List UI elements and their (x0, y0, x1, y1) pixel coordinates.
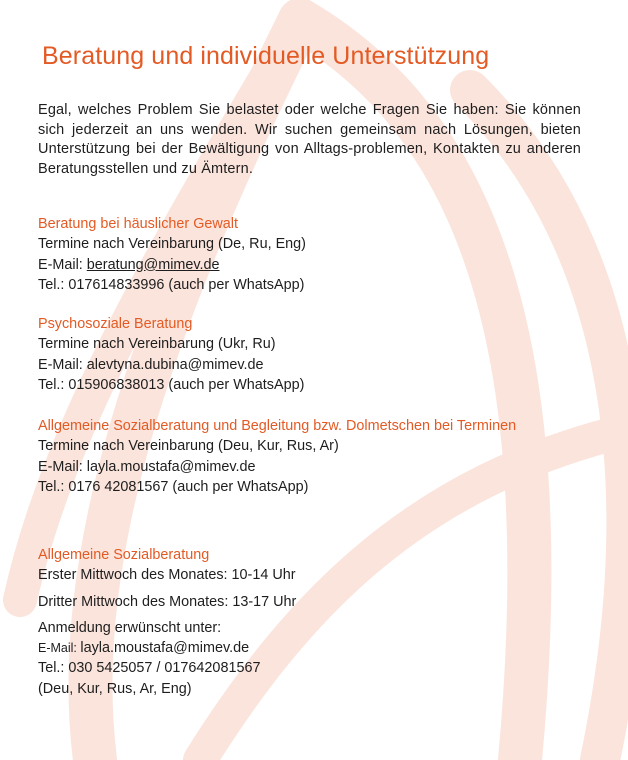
section-general-social-counseling (38, 545, 582, 699)
schedule-third-wednesday: Dritter Mittwoch des Monates: 13-17 Uhr (38, 593, 297, 610)
section-social-counseling-interpreting (38, 416, 582, 497)
email-label: E-Mail: (38, 356, 87, 373)
email-address[interactable]: alevtyna.dubina@mimev.de (86, 356, 264, 373)
email-address[interactable]: layla.moustafa@mimev.de (86, 458, 256, 475)
intro-paragraph: Egal, welches Problem Sie belastet oder welche Fragen Sie haben: Sie können sich jederzeit an uns wenden. Wir suchen gemeinsam nach Lösungen, bieten Unterstützung bei der Bewältigung von Alltags-problemen, Kontakten zu anderen Beratungsstellen und zu Ämtern. (38, 102, 581, 177)
section-heading: Beratung bei häuslicher Gewalt (38, 216, 238, 232)
appointment-info: Termine nach Vereinbarung (Deu, Kur, Rus, Ar) (38, 438, 339, 455)
appointment-info: Termine nach Vereinbarung (De, Ru, Eng) (38, 236, 306, 253)
phone-line: Tel.: 0176 42081567 (auch per WhatsApp) (38, 478, 309, 495)
registration-note: Anmeldung erwünscht unter: (38, 619, 222, 636)
section-psychosocial (38, 314, 582, 395)
schedule-first-wednesday: Erster Mittwoch des Monates: 10-14 Uhr (38, 567, 296, 584)
email-address[interactable]: layla.moustafa@mimev.de (80, 640, 250, 657)
appointment-info: Termine nach Vereinbarung (Ukr, Ru) (38, 336, 276, 353)
email-line (38, 355, 582, 375)
email-label: E-Mail: (38, 256, 87, 273)
section-heading: Allgemeine Sozialberatung und Begleitung bzw. Dolmetschen bei Terminen (38, 418, 517, 434)
email-line (38, 255, 582, 275)
email-label: E-Mail: (38, 641, 81, 656)
email-line (38, 638, 582, 658)
languages-line: (Deu, Kur, Rus, Ar, Eng) (38, 680, 192, 697)
phone-line: Tel.: 017614833996 (auch per WhatsApp) (38, 276, 305, 293)
section-heading: Psychosoziale Beratung (38, 316, 193, 332)
phone-line: Tel.: 030 5425057 / 017642081567 (38, 660, 261, 677)
section-domestic-violence (38, 214, 582, 295)
phone-line: Tel.: 015906838013 (auch per WhatsApp) (38, 376, 305, 393)
email-label: E-Mail: (38, 458, 87, 475)
email-link[interactable]: beratung@mimev.de (86, 256, 220, 273)
page-title: Beratung und individuelle Unterstützung (42, 42, 490, 70)
email-line (38, 457, 582, 477)
section-heading: Allgemeine Sozialberatung (38, 547, 210, 563)
